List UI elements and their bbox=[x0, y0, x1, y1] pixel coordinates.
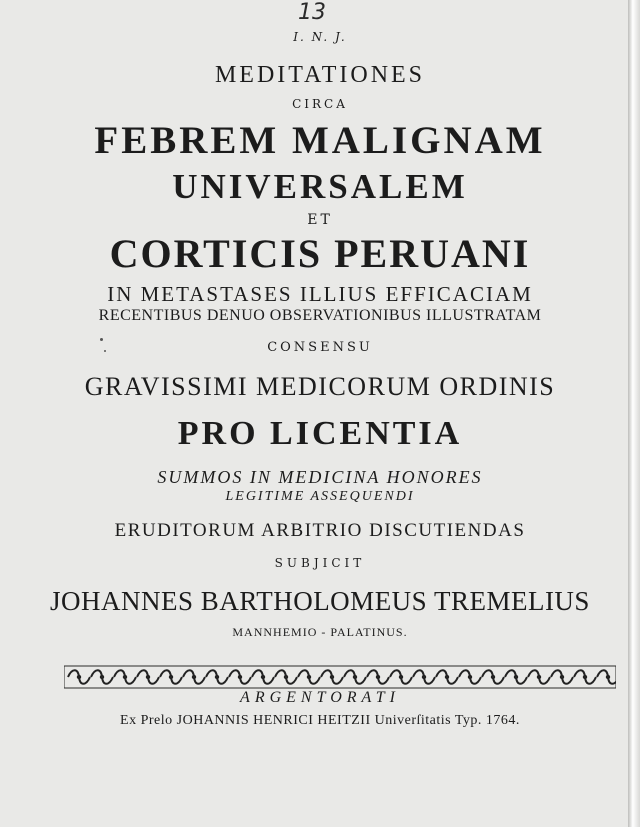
page-edge bbox=[628, 0, 640, 827]
imprint-place: ARGENTORATI bbox=[240, 689, 400, 706]
title-line-meditationes: MEDITATIONES bbox=[214, 62, 426, 88]
title-line-recentibus: RECENTIBUS DENUO OBSERVATIONIBUS ILLUSTRATAM bbox=[98, 307, 542, 324]
paper-speck bbox=[100, 338, 103, 341]
title-line-circa: CIRCA bbox=[292, 97, 348, 111]
title-line-pro-licentia: PRO LICENTIA bbox=[177, 415, 463, 452]
ornamental-border-icon bbox=[64, 664, 616, 690]
title-line-universalem: UNIVERSALEM bbox=[172, 167, 468, 206]
title-line-summos: SUMMOS IN MEDICINA HONORES bbox=[157, 467, 483, 487]
handwritten-page-number: 13 bbox=[298, 0, 326, 25]
title-line-subjicit: SUBJICIT bbox=[274, 556, 366, 570]
title-line-corticis: CORTICIS PERUANI bbox=[109, 231, 531, 276]
title-line-eruditorum: ERUDITORUM ARBITRIO DISCUTIENDAS bbox=[114, 520, 526, 541]
title-line-gravissimi: GRAVISSIMI MEDICORUM ORDINIS bbox=[84, 372, 556, 401]
title-line-et: ET bbox=[307, 212, 333, 228]
title-line-legitime: LEGITIME ASSEQUENDI bbox=[225, 489, 415, 504]
paper-speck bbox=[104, 350, 106, 352]
title-line-metastases: IN METASTASES ILLIUS EFFICACIAM bbox=[107, 282, 533, 306]
imprint-line: Ex Prelo JOHANNIS HENRICI HEITZII Univerſitatis Typ. 1764. bbox=[120, 713, 520, 728]
invocation: I. N. J. bbox=[293, 30, 347, 44]
title-line-febrem: FEBREM MALIGNAM bbox=[94, 119, 546, 162]
title-line-consensu: CONSENSU bbox=[267, 340, 373, 355]
author-name: JOHANNES BARTHOLOMEUS TREMELIUS bbox=[50, 586, 590, 616]
author-origin: MANNHEMIO - PALATINUS. bbox=[232, 625, 408, 639]
